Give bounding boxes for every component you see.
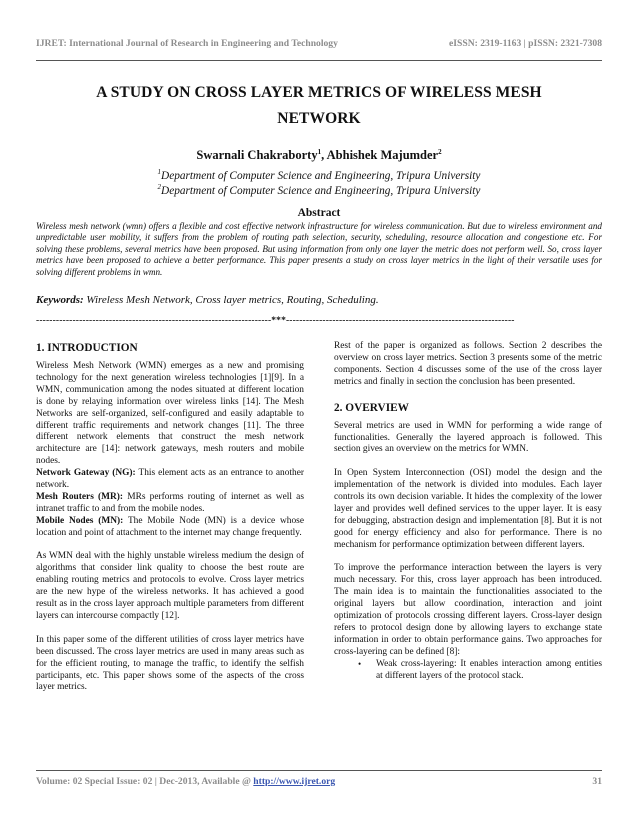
intro-paragraph-3: In this paper some of the different utilities of cross layer metrics have been discussed. The cross layer metrics are used in many areas such as for the efficient routing, to manage the traffic, to identify the selfish participants, etc. This paper shows some of the aspects of the cross layer metrics. bbox=[36, 634, 304, 693]
intro-paragraph-2: As WMN deal with the highly unstable wireless medium the design of algorithms that consider link quality to choose the best route are enabling routing metrics and protocols to evolve. Cross layer metrics are the new hype of the wireless networks. It has achieved a good result as in the cross layer approach multiple parameters from different layers can intercourse compactly [12]. bbox=[36, 551, 304, 622]
journal-link[interactable]: http://www.ijret.org bbox=[253, 776, 336, 787]
affiliation-1-num: 1 bbox=[157, 168, 162, 177]
page-number: 31 bbox=[592, 776, 602, 787]
section-separator: -----------------------------------------------------------------------***--------------------------------------------------------------------- bbox=[36, 316, 515, 326]
mn-label: Mobile Nodes (MN): bbox=[36, 515, 124, 526]
footer-volume bbox=[36, 776, 335, 787]
section-1-heading: 1. INTRODUCTION bbox=[36, 342, 138, 354]
title-line-2: NETWORK bbox=[277, 110, 361, 127]
overview-paragraph-3: To improve the performance interaction between the layers is very much necessary. For this, cross layer approach has been introduced. The main idea is to maintain the functionalities associated to the original layers but allow coordination, interaction and joint optimization of protocols crossing different layers. Cross-layer design refers to protocol design done by allowing layers to exchange state information in order to obtain performance gains. Two approaches for cross-layering can be defined [8]: bbox=[334, 563, 602, 657]
ng-text: This element acts as an entrance to another network. bbox=[36, 468, 304, 491]
abstract-text: Wireless mesh network (wmn) offers a flexible and cost effective network infrastructure for wireless communication. But due to wireless environment and unpredictable user mobility, it suffers from the problem of routing path selection, security, scheduling, resource allocation and congestione etc. For solving these problems, several metrics have been proposed. But using information from only one layer the metric does not perform well. So, cross layer metrics have been proposed to achieve a better performance. This paper presents a study on cross layer metrics in the light of their versatile uses for solving different problems in wmn. bbox=[36, 221, 602, 277]
right-column bbox=[334, 341, 602, 683]
bullet-text: Weak cross-layering: It enables interaction among entities at different layers of the protocol stack. bbox=[376, 658, 602, 681]
title-line-1: A STUDY ON CROSS LAYER METRICS OF WIRELESS MESH bbox=[96, 84, 542, 101]
paper-title bbox=[36, 80, 602, 132]
mr-text: MRs performs routing of internet as well as intranet traffic to and from the mobile nodes. bbox=[36, 491, 304, 514]
overview-paragraph-2: In Open System Interconnection (OSI) model the design and the implementation of the network is divided into modules. Each layer controls its own decision variable. It hides the complexity of the lower layer and provides well defined services to the upper layer. It is easy for debugging, abstraction design and implementation [8]. But it is not good for energy efficiency and also for performance. There is no mechanism for performance optimization between different layers. bbox=[334, 468, 602, 550]
keywords-text: Wireless Mesh Network, Cross layer metrics, Routing, Scheduling. bbox=[83, 294, 379, 306]
bullet-icon: • bbox=[358, 658, 362, 669]
issn: eISSN: 2319-1163 | pISSN: 2321-7308 bbox=[449, 38, 602, 49]
footer-volume-text: Volume: 02 Special Issue: 02 | Dec-2013, Available @ bbox=[36, 776, 254, 787]
authors bbox=[36, 148, 602, 163]
left-column bbox=[36, 341, 304, 694]
abstract-heading: Abstract bbox=[297, 207, 341, 219]
affiliation-1-text: Department of Computer Science and Engineering, Tripura University bbox=[161, 170, 481, 182]
affiliation-2-num: 2 bbox=[157, 183, 162, 192]
keywords bbox=[36, 294, 602, 306]
affiliation-2-text: Department of Computer Science and Engineering, Tripura University bbox=[161, 185, 481, 197]
intro-paragraph-1: Wireless Mesh Network (WMN) emerges as a new and promising technology for the next generation wireless technologies [1][9]. In a WMN, communication among the nodes situated at different location is done by relaying information over wireless links [14]. The Mesh Networks are self-organized, self-configured and easily adaptable to different traffic requirements and network changes [11]. The three different network elements that construct the mesh network architecture are [14]: network gateways, mesh routers and mobile nodes. bbox=[36, 361, 304, 467]
author-separator: , bbox=[321, 148, 327, 162]
author-1-sup: 1 bbox=[317, 147, 322, 156]
organization-paragraph: Rest of the paper is organized as follows. Section 2 describes the overview on cross layer metrics. Section 3 presents some of the metric components. Section 4 discusses some of the use of the cross layer metrics and finally in section the conclusion has been presented. bbox=[334, 341, 602, 387]
mr-label: Mesh Routers (MR): bbox=[36, 491, 124, 502]
running-header bbox=[36, 38, 602, 49]
mn-text: The Mobile Node (MN) is a device whose location and point of attachment to the internet may change frequently. bbox=[36, 515, 304, 538]
author-2: Abhishek Majumder bbox=[326, 148, 439, 162]
keywords-label: Keywords: bbox=[36, 294, 84, 306]
section-2-heading: 2. OVERVIEW bbox=[334, 401, 409, 414]
affiliation-1 bbox=[36, 170, 602, 182]
network-gateway-def bbox=[36, 468, 304, 492]
author-2-sup: 2 bbox=[438, 147, 442, 156]
mesh-routers-def bbox=[36, 492, 304, 516]
running-footer bbox=[36, 776, 602, 787]
footer-rule bbox=[36, 770, 602, 771]
affiliation-2 bbox=[36, 185, 602, 197]
overview-paragraph-1: Several metrics are used in WMN for performing a wide range of functionalities. Generally the layered approach is followed. This section gives an overview on the metrics for WMN. bbox=[334, 420, 602, 455]
mobile-nodes-def bbox=[36, 516, 304, 540]
journal-name: IJRET: International Journal of Research in Engineering and Technology bbox=[36, 38, 338, 49]
header-rule bbox=[36, 60, 602, 61]
author-1: Swarnali Chakraborty bbox=[196, 148, 318, 162]
bullet-item bbox=[334, 659, 602, 683]
ng-label: Network Gateway (NG): bbox=[36, 468, 136, 479]
